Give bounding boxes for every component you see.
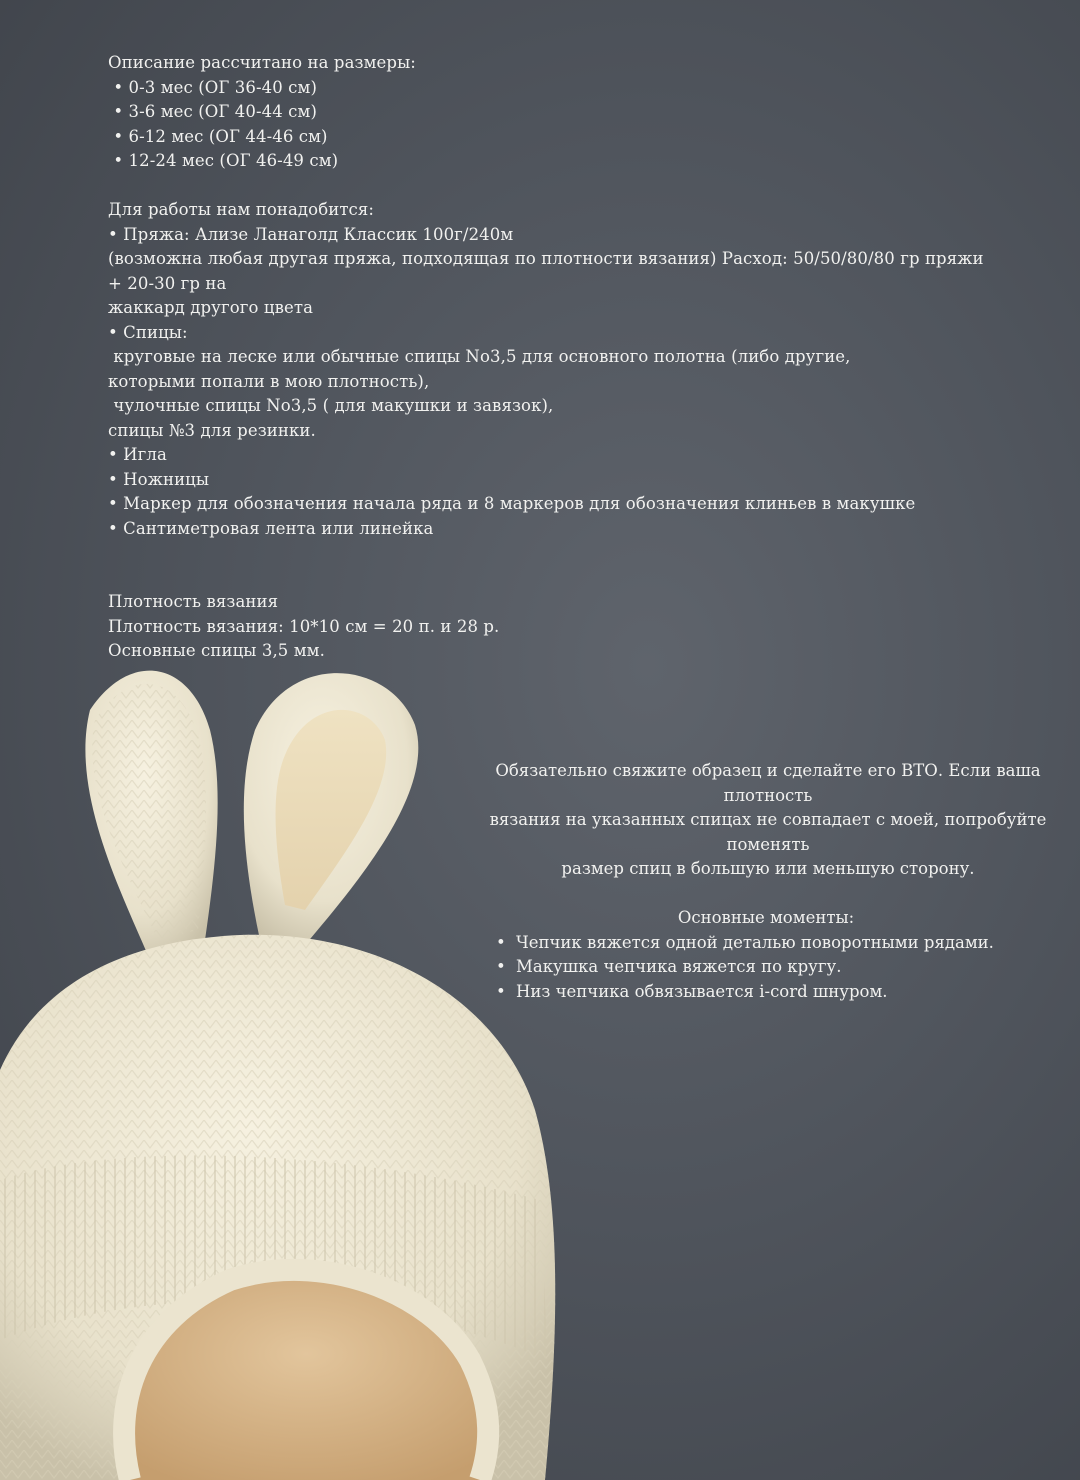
- materials-line: жаккард другого цвета: [108, 298, 314, 317]
- materials-line: • Ножницы: [108, 469, 210, 489]
- list-item: • Макушка чепчика вяжется по кругу.: [496, 955, 1056, 980]
- size-item: • 3-6 мес (ОГ 40-44 см): [108, 102, 317, 121]
- materials-line: • Сантиметровая лента или линейка: [108, 518, 434, 538]
- materials-heading: Для работы нам понадобится:: [108, 200, 375, 219]
- materials-line: которыми попали в мою плотность),: [108, 371, 430, 391]
- materials-line: спицы №3 для резинки.: [108, 420, 316, 440]
- note-line: размер спиц в большую или меньшую сторону.: [561, 859, 975, 878]
- main-text-block: [108, 51, 988, 664]
- sample-note: [486, 759, 1050, 882]
- size-item: • 0-3 мес (ОГ 36-40 см): [108, 77, 317, 97]
- size-item: • 6-12 мес (ОГ 44-46 см): [108, 126, 328, 146]
- key-points-heading: Основные моменты:: [677, 908, 855, 927]
- materials-line: чулочные спицы No3,5 ( для макушки и завязок),: [108, 396, 554, 415]
- gauge-line: Основные спицы 3,5 мм.: [108, 641, 325, 660]
- key-points: [496, 906, 1056, 1004]
- gauge-line: Плотность вязания: 10*10 см = 20 п. и 28 р.: [108, 616, 500, 636]
- materials-line: • Пряжа: Ализе Ланаголд Классик 100г/240м: [108, 224, 514, 244]
- spacer: [108, 174, 988, 199]
- spacer: [108, 541, 988, 590]
- materials-line: • Спицы:: [108, 322, 188, 342]
- materials-line: • Игла: [108, 445, 167, 464]
- sizes-heading: Описание рассчитано на размеры:: [108, 53, 416, 72]
- right-ear: [244, 673, 419, 945]
- list-item: • Низ чепчика обвязывается i-cord шнуром.: [496, 980, 1056, 1005]
- materials-line: (возможна любая другая пряжа, подходящая по плотности вязания) Расход: 50/50/80/80 гр пряжи + 20-30 гр на: [108, 249, 989, 293]
- note-line: Обязательно свяжите образец и сделайте его ВТО. Если ваша плотность: [495, 761, 1041, 805]
- list-item: • Чепчик вяжется одной деталью поворотными рядами.: [496, 931, 1056, 956]
- size-item: • 12-24 мес (ОГ 46-49 см): [108, 151, 339, 170]
- materials-line: • Маркер для обозначения начала ряда и 8 маркеров для обозначения клиньев в макушке: [108, 494, 916, 513]
- note-line: вязания на указанных спицах не совпадает с моей, попробуйте поменять: [489, 810, 1047, 854]
- left-ear: [85, 671, 217, 960]
- gauge-heading: Плотность вязания: [108, 592, 279, 611]
- key-points-list: [496, 931, 1056, 1005]
- materials-line: круговые на леске или обычные спицы No3,5 для основного полотна (либо другие,: [108, 347, 851, 366]
